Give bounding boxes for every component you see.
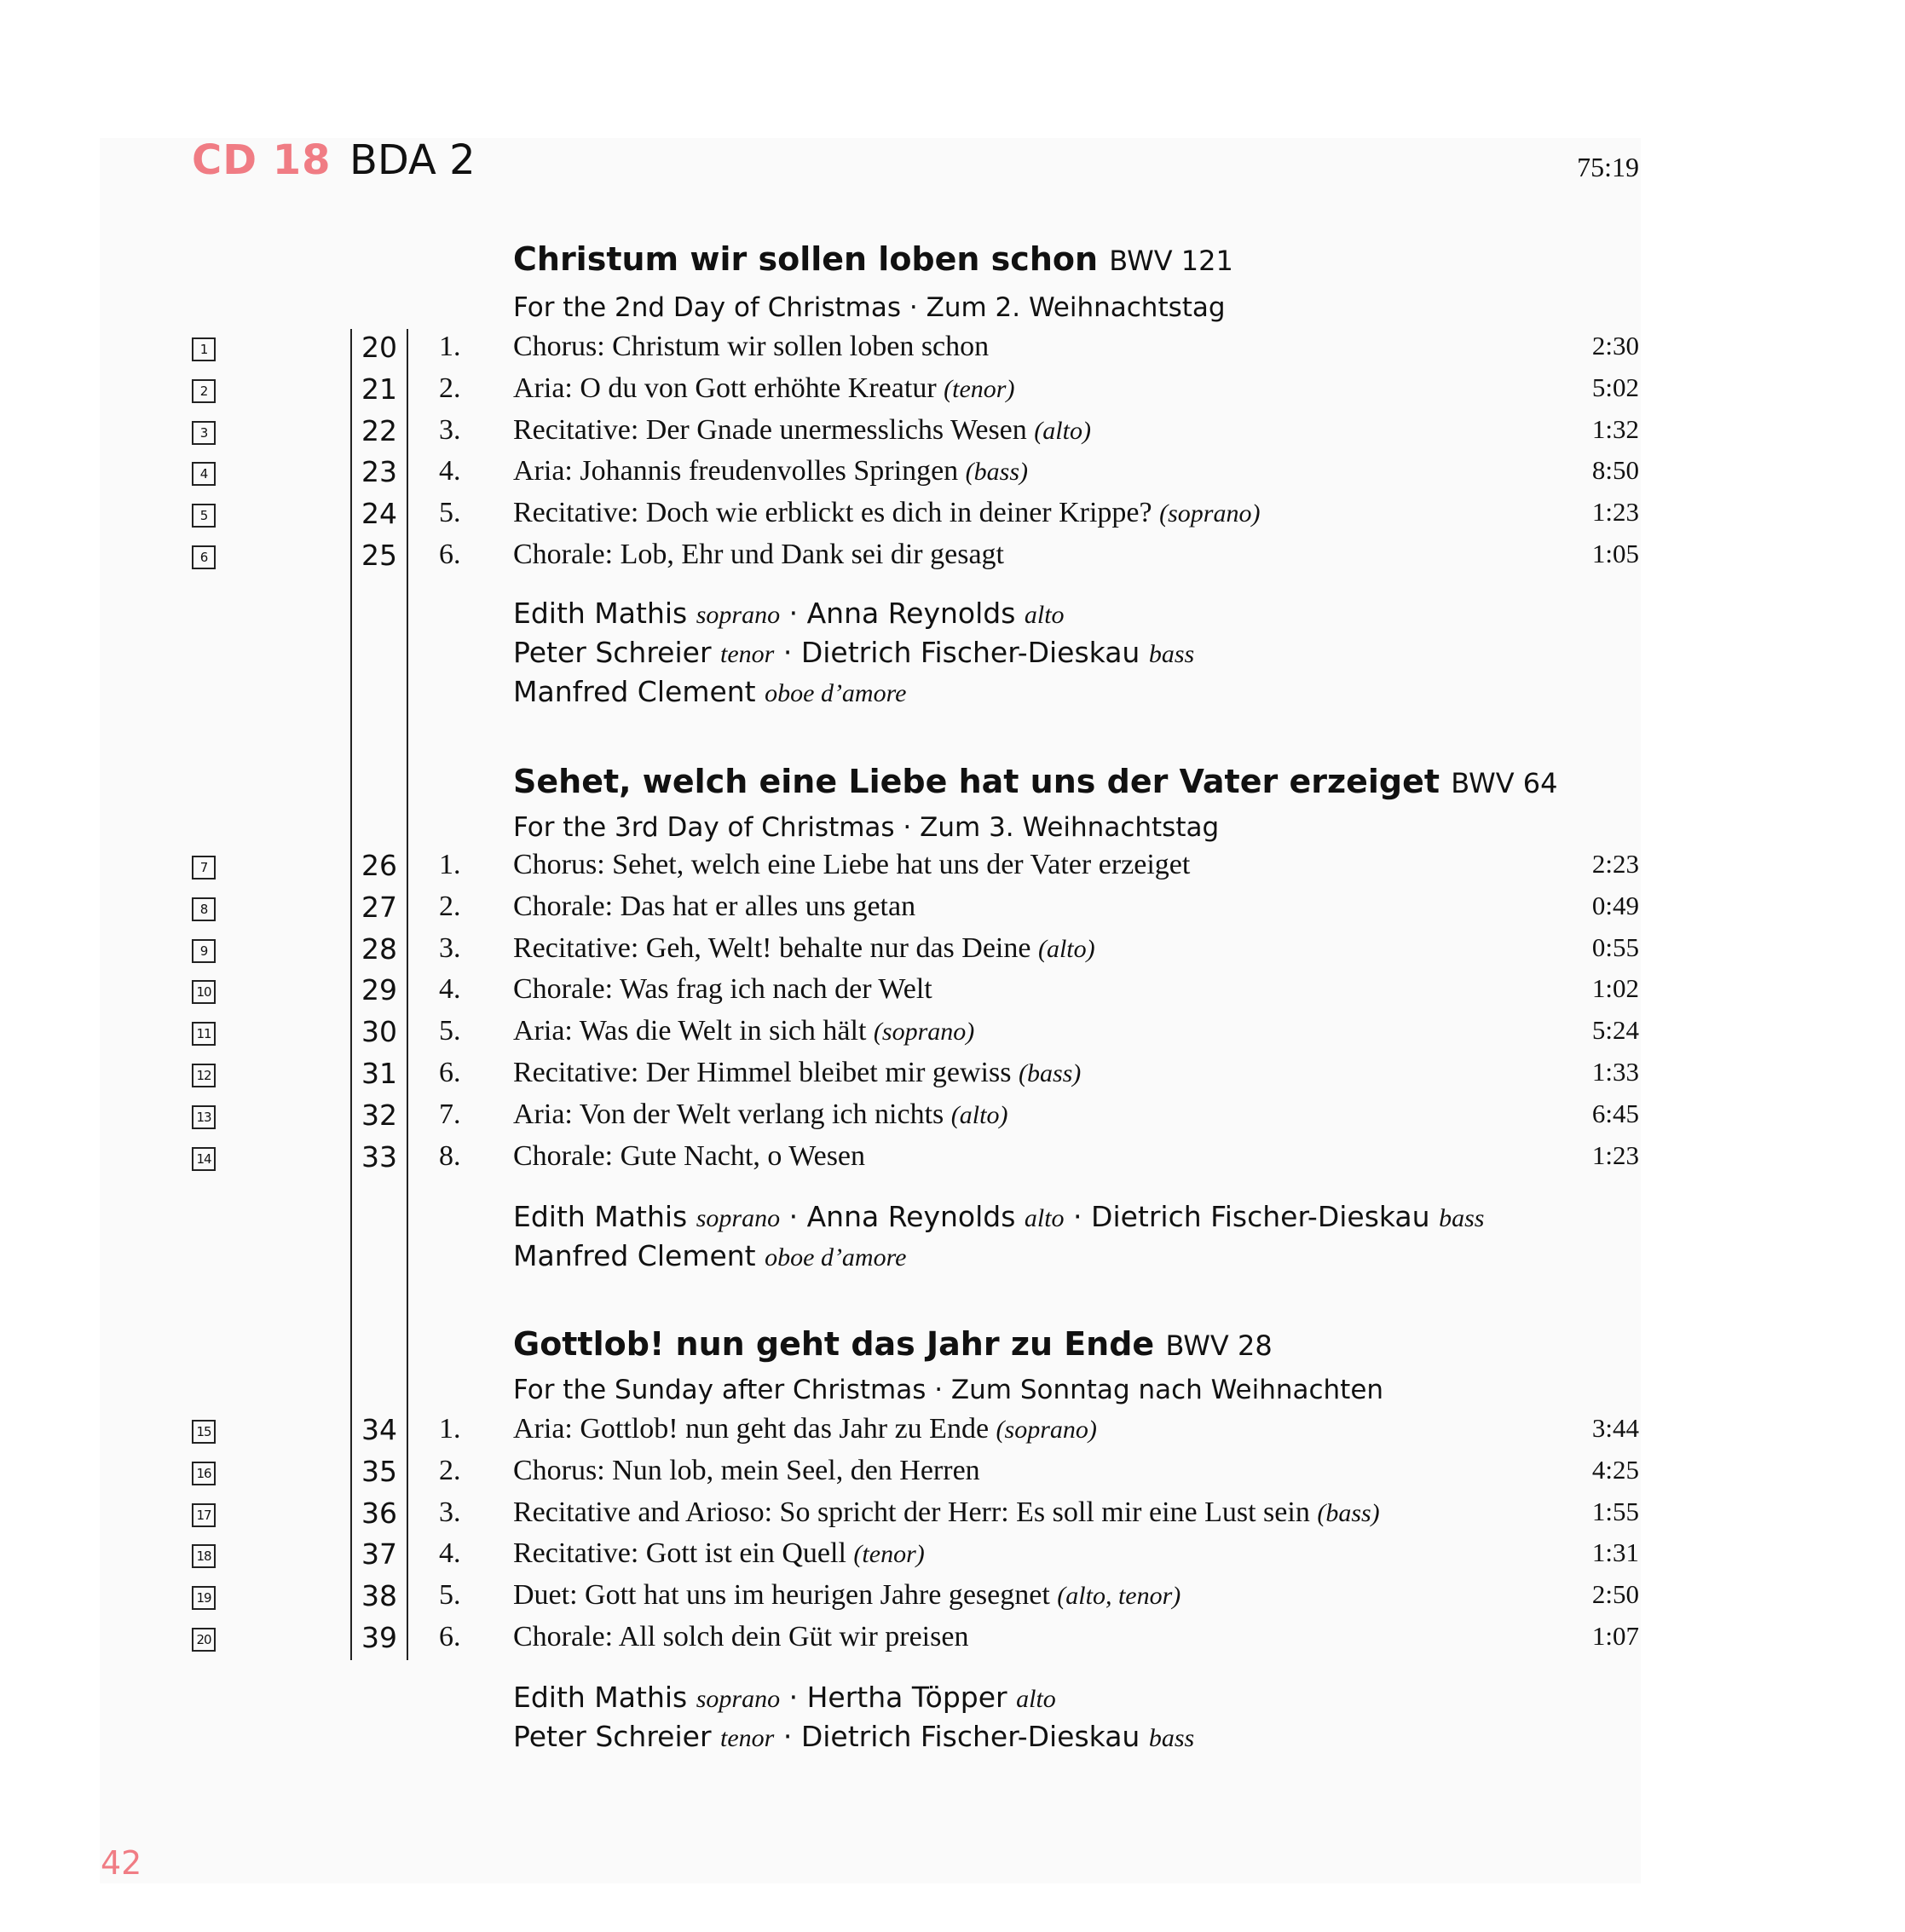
movement-title-text: Recitative: Der Himmel bleibet mir gewiss xyxy=(513,1057,1012,1088)
track-row xyxy=(0,1537,1905,1578)
performer-name: Edith Mathis xyxy=(513,597,688,630)
performer-name: Peter Schreier xyxy=(513,636,712,669)
voice-part: (bass) xyxy=(965,458,1029,487)
performer-role: tenor xyxy=(720,640,775,668)
work-title xyxy=(513,1325,1273,1363)
movement-title xyxy=(513,849,1190,881)
movement-title-text: Recitative: Der Gnade unermesslichs Wesen xyxy=(513,413,1027,446)
track-number: 31 xyxy=(361,1057,397,1090)
track-duration: 0:55 xyxy=(1591,931,1639,962)
movement-title-text: Chorus: Nun lob, mein Seel, den Herren xyxy=(513,1454,980,1486)
track-number: 38 xyxy=(361,1579,397,1613)
movement-title xyxy=(513,1621,968,1653)
movement-title xyxy=(513,497,1260,529)
track-row xyxy=(0,1015,1905,1056)
track-index-box: 4 xyxy=(192,462,216,486)
track-index-box: 5 xyxy=(192,504,216,528)
movement-title-text: Recitative: Geh, Welt! behalte nur das Deine xyxy=(513,931,1031,964)
performer-role: soprano xyxy=(696,601,781,629)
performer-line: Edith Mathis soprano · Anna Reynolds alto · Dietrich Fischer-Dieskau bass xyxy=(513,1200,1485,1233)
track-row xyxy=(0,414,1905,455)
performer-name: Edith Mathis xyxy=(513,1681,688,1714)
movement-title-text: Chorale: Lob, Ehr und Dank sei dir gesagt xyxy=(513,539,1004,570)
track-index-box: 12 xyxy=(192,1064,216,1087)
movement-title xyxy=(513,455,1028,487)
movement-number: 2. xyxy=(439,372,461,404)
movement-title xyxy=(513,1537,925,1570)
movement-title-text: Chorale: Das hat er alles uns getan xyxy=(513,890,916,922)
movement-title-text: Chorus: Christum wir sollen loben schon xyxy=(513,331,990,362)
performer-line: Edith Mathis soprano · Anna Reynolds alto xyxy=(513,597,1065,630)
track-duration: 1:02 xyxy=(1591,973,1639,1004)
performer-role: oboe d’amore xyxy=(765,1243,907,1272)
track-index-box: 18 xyxy=(192,1544,216,1568)
voice-part: (soprano) xyxy=(1159,499,1261,528)
track-duration: 2:30 xyxy=(1591,331,1639,360)
track-duration: 5:24 xyxy=(1591,1015,1639,1046)
track-duration: 5:02 xyxy=(1591,372,1639,402)
movement-title-text: Recitative: Gott ist ein Quell xyxy=(513,1537,846,1570)
track-number: 35 xyxy=(361,1454,397,1488)
track-index-box: 11 xyxy=(192,1022,216,1046)
track-duration: 1:23 xyxy=(1591,497,1639,528)
work-title xyxy=(513,763,1557,800)
voice-part: (alto) xyxy=(950,1100,1008,1129)
cd-number: CD 18 xyxy=(192,136,332,184)
movement-number: 1. xyxy=(439,331,461,362)
disc-title: BDA 2 xyxy=(349,136,476,184)
track-duration: 4:25 xyxy=(1591,1454,1639,1485)
bwv-number: BWV 121 xyxy=(1109,245,1233,277)
track-row xyxy=(0,891,1905,931)
performer-line xyxy=(513,675,906,708)
track-row xyxy=(0,1140,1905,1181)
voice-part: (soprano) xyxy=(996,1416,1097,1444)
voice-part: (alto) xyxy=(1037,934,1095,963)
performer-role: alto xyxy=(1024,1204,1065,1232)
movement-number: 4. xyxy=(439,1537,461,1570)
work-occasion: For the 3rd Day of Christmas · Zum 3. Weihnachtstag xyxy=(513,812,1220,843)
performer-role: bass xyxy=(1439,1204,1485,1232)
work-occasion: For the 2nd Day of Christmas · Zum 2. Weihnachtstag xyxy=(513,292,1226,323)
track-index-box: 17 xyxy=(192,1503,216,1527)
movement-number: 5. xyxy=(439,1579,461,1612)
movement-title xyxy=(513,1057,1081,1089)
track-number: 21 xyxy=(361,372,397,406)
movement-title-text: Chorale: Gute Nacht, o Wesen xyxy=(513,1139,866,1172)
track-row xyxy=(0,455,1905,496)
track-number: 37 xyxy=(361,1537,397,1572)
movement-number: 6. xyxy=(439,539,461,570)
voice-part: (tenor) xyxy=(944,374,1015,403)
track-row xyxy=(0,1413,1905,1454)
movement-title xyxy=(513,1413,1097,1445)
movement-number: 6. xyxy=(439,1057,461,1088)
performer-role: alto xyxy=(1016,1685,1056,1713)
track-duration: 1:23 xyxy=(1591,1139,1639,1170)
movement-number: 2. xyxy=(439,1454,461,1486)
track-number: 28 xyxy=(361,931,397,966)
voice-part: (alto) xyxy=(1034,416,1091,445)
performer-role: bass xyxy=(1148,640,1195,668)
track-number: 26 xyxy=(361,849,397,882)
track-number: 33 xyxy=(361,1139,397,1174)
work-occasion: For the Sunday after Christmas · Zum Sonntag nach Weihnachten xyxy=(513,1375,1384,1405)
voice-part: (bass) xyxy=(1018,1059,1082,1087)
track-index-box: 6 xyxy=(192,545,216,569)
track-number: 22 xyxy=(361,413,397,447)
movement-number: 5. xyxy=(439,1015,461,1047)
track-duration: 3:44 xyxy=(1591,1413,1639,1443)
track-duration: 2:23 xyxy=(1591,849,1639,879)
work-title xyxy=(513,240,1233,278)
track-row xyxy=(0,973,1905,1014)
performer-name: Edith Mathis xyxy=(513,1200,688,1233)
performer-name: Manfred Clement xyxy=(513,675,756,708)
movement-title xyxy=(513,1099,1007,1131)
track-index-box: 1 xyxy=(192,337,216,361)
track-number: 30 xyxy=(361,1015,397,1049)
track-number: 32 xyxy=(361,1098,397,1132)
performer-line: Edith Mathis soprano · Hertha Töpper alto xyxy=(513,1681,1056,1714)
track-row xyxy=(0,1621,1905,1662)
track-index-box: 16 xyxy=(192,1462,216,1485)
track-number: 20 xyxy=(361,331,397,364)
movement-title-text: Chorus: Sehet, welch eine Liebe hat uns der Vater erzeiget xyxy=(513,849,1191,880)
movement-number: 3. xyxy=(439,931,461,964)
track-duration: 1:55 xyxy=(1591,1496,1639,1526)
movement-title-text: Recitative and Arioso: So spricht der Herr: Es soll mir eine Lust sein xyxy=(513,1496,1310,1528)
track-index-box: 2 xyxy=(192,379,216,403)
track-duration: 8:50 xyxy=(1591,455,1639,486)
performer-role: bass xyxy=(1148,1724,1195,1752)
page-number: 42 xyxy=(101,1844,142,1882)
performer-line: Peter Schreier tenor · Dietrich Fischer-Dieskau bass xyxy=(513,1720,1195,1753)
track-number: 34 xyxy=(361,1413,397,1446)
movement-title xyxy=(513,891,915,923)
performer-role: soprano xyxy=(696,1685,781,1713)
movement-title xyxy=(513,331,989,363)
track-row xyxy=(0,372,1905,413)
movement-title xyxy=(513,932,1095,965)
track-index-box: 19 xyxy=(192,1586,216,1610)
track-number: 39 xyxy=(361,1621,397,1654)
movement-title xyxy=(513,539,1004,571)
track-row xyxy=(0,849,1905,890)
track-index-box: 20 xyxy=(192,1628,216,1652)
performer-name: Manfred Clement xyxy=(513,1239,756,1272)
performer-role: alto xyxy=(1024,601,1065,629)
track-number: 23 xyxy=(361,455,397,489)
track-row xyxy=(0,497,1905,538)
track-number: 27 xyxy=(361,890,397,924)
movement-title xyxy=(513,1455,980,1487)
track-row xyxy=(0,539,1905,580)
movement-title-text: Recitative: Doch wie erblickt es dich in deiner Krippe? xyxy=(513,497,1152,529)
performer-name: Anna Reynolds xyxy=(806,1200,1016,1233)
voice-part: (tenor) xyxy=(853,1540,925,1569)
track-index-box: 9 xyxy=(192,939,216,963)
track-number: 25 xyxy=(361,539,397,572)
performer-line xyxy=(513,1239,906,1272)
movement-number: 6. xyxy=(439,1621,461,1652)
movement-title-text: Chorale: All solch dein Güt wir preisen xyxy=(513,1621,969,1652)
work-title-text: Gottlob! nun geht das Jahr zu Ende xyxy=(513,1325,1155,1363)
performer-name: Hertha Töpper xyxy=(806,1681,1007,1714)
movement-title-text: Aria: Was die Welt in sich hält xyxy=(513,1015,867,1047)
track-duration: 0:49 xyxy=(1591,890,1639,920)
track-row xyxy=(0,1057,1905,1098)
movement-number: 2. xyxy=(439,890,461,922)
performer-role: oboe d’amore xyxy=(765,679,907,707)
movement-title xyxy=(513,1140,865,1173)
movement-number: 3. xyxy=(439,1496,461,1528)
track-number: 29 xyxy=(361,973,397,1007)
voice-part: (bass) xyxy=(1317,1498,1380,1527)
movement-title-text: Duet: Gott hat uns im heurigen Jahre gesegnet xyxy=(513,1579,1050,1612)
track-duration: 1:32 xyxy=(1591,413,1639,444)
bwv-number: BWV 64 xyxy=(1451,767,1558,799)
track-row xyxy=(0,1497,1905,1537)
track-row xyxy=(0,1455,1905,1496)
track-row xyxy=(0,331,1905,372)
movement-number: 7. xyxy=(439,1098,461,1130)
performer-role: tenor xyxy=(720,1724,775,1752)
track-number: 24 xyxy=(361,497,397,531)
performer-name: Anna Reynolds xyxy=(806,597,1016,630)
movement-title-text: Aria: Gottlob! nun geht das Jahr zu Ende xyxy=(513,1413,990,1445)
movement-title xyxy=(513,1497,1380,1529)
track-duration: 1:07 xyxy=(1591,1621,1639,1651)
movement-number: 4. xyxy=(439,973,461,1006)
performer-name: Dietrich Fischer-Dieskau xyxy=(800,636,1140,669)
track-number: 36 xyxy=(361,1496,397,1530)
performer-name: Dietrich Fischer-Dieskau xyxy=(800,1720,1140,1753)
movement-number: 1. xyxy=(439,1413,461,1445)
movement-number: 1. xyxy=(439,849,461,880)
performer-line: Peter Schreier tenor · Dietrich Fischer-Dieskau bass xyxy=(513,636,1195,669)
track-index-box: 13 xyxy=(192,1105,216,1129)
movement-title-text: Aria: Von der Welt verlang ich nichts xyxy=(513,1098,944,1130)
track-duration: 6:45 xyxy=(1591,1098,1639,1128)
track-duration: 1:33 xyxy=(1591,1057,1639,1087)
movement-title xyxy=(513,414,1091,447)
movement-number: 5. xyxy=(439,497,461,529)
track-index-box: 10 xyxy=(192,980,216,1004)
track-index-box: 3 xyxy=(192,421,216,445)
performer-role: soprano xyxy=(696,1204,781,1232)
performer-name: Dietrich Fischer-Dieskau xyxy=(1091,1200,1430,1233)
work-title-text: Sehet, welch eine Liebe hat uns der Vater erzeiget xyxy=(513,763,1440,800)
track-duration: 1:31 xyxy=(1591,1537,1639,1568)
movement-number: 4. xyxy=(439,455,461,487)
track-row xyxy=(0,1099,1905,1139)
movement-number: 3. xyxy=(439,413,461,446)
movement-title xyxy=(513,973,932,1006)
movement-title-text: Chorale: Was frag ich nach der Welt xyxy=(513,973,932,1006)
total-duration: 75:19 xyxy=(1577,152,1639,182)
movement-number: 8. xyxy=(439,1139,461,1172)
movement-title-text: Aria: Johannis freudenvolles Springen xyxy=(513,455,959,487)
track-index-box: 15 xyxy=(192,1420,216,1444)
movement-title xyxy=(513,372,1014,405)
track-row xyxy=(0,1579,1905,1620)
movement-title-text: Aria: O du von Gott erhöhte Kreatur xyxy=(513,372,937,404)
track-index-box: 14 xyxy=(192,1147,216,1171)
track-duration: 2:50 xyxy=(1591,1579,1639,1610)
voice-part: (soprano) xyxy=(873,1018,975,1047)
track-row xyxy=(0,932,1905,973)
performer-name: Peter Schreier xyxy=(513,1720,712,1753)
movement-title xyxy=(513,1579,1181,1612)
track-index-box: 8 xyxy=(192,897,216,921)
movement-title xyxy=(513,1015,974,1047)
track-index-box: 7 xyxy=(192,856,216,879)
bwv-number: BWV 28 xyxy=(1165,1329,1273,1362)
work-title-text: Christum wir sollen loben schon xyxy=(513,240,1099,278)
track-duration: 1:05 xyxy=(1591,539,1639,568)
voice-part: (alto, tenor) xyxy=(1057,1582,1181,1611)
